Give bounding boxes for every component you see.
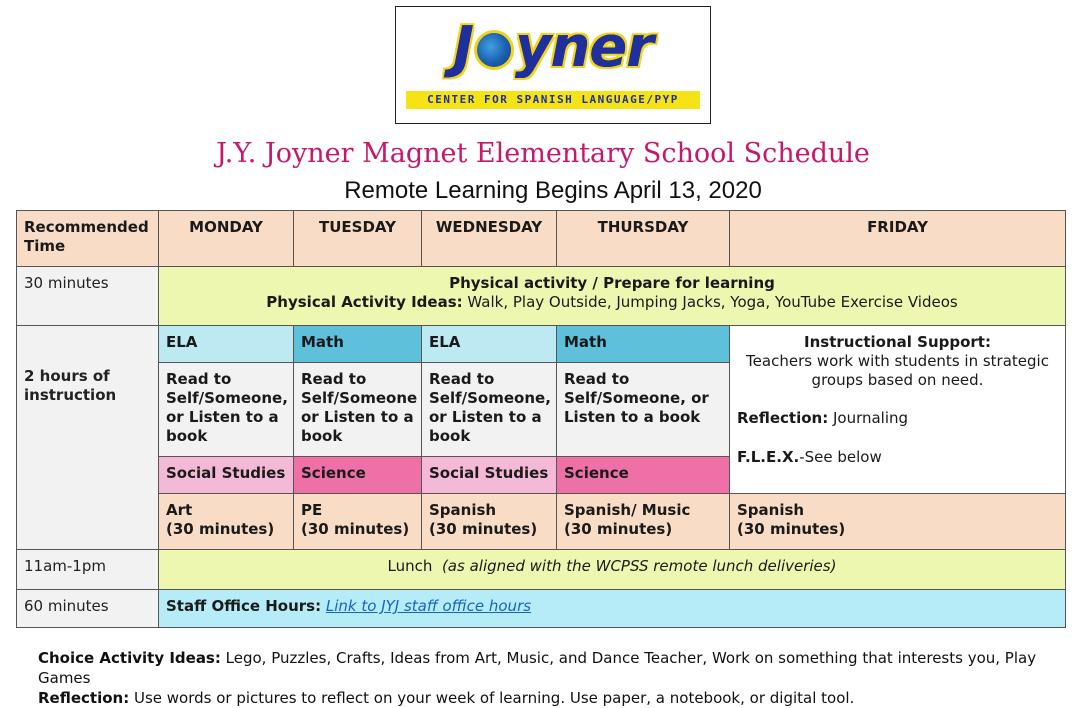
school-logo (395, 6, 711, 124)
globe-icon (474, 30, 514, 70)
reading-cell: Read to Self/Someone, or Listen to a book (159, 363, 294, 457)
page-subtitle: Remote Learning Begins April 13, 2020 (344, 177, 762, 204)
header-tuesday: TUESDAY (294, 211, 422, 267)
logo-letter-j: J (453, 15, 473, 80)
reflection-line: Reflection: Journaling (737, 409, 909, 427)
header-wednesday: WEDNESDAY (422, 211, 557, 267)
subject-row-1 (17, 326, 1066, 363)
logo-wordmark (396, 15, 710, 80)
subject-ela: ELA (159, 326, 294, 363)
time-cell: 60 minutes (17, 590, 159, 628)
choice-activity-line: Choice Activity Ideas: Lego, Puzzles, Crafts, Ideas from Art, Music, and Dance Teacher, Work on something that interests you, Play Games (38, 649, 1037, 687)
physical-activity-row (17, 267, 1066, 326)
header-thursday: THURSDAY (557, 211, 730, 267)
subject-science: Science (294, 457, 422, 494)
flex-line: F.L.E.X.-See below (737, 448, 882, 466)
reading-cell: Read to Self/Someone, or Listen to a book (422, 363, 557, 457)
office-hours-link[interactable]: Link to JYJ staff office hours (325, 597, 532, 615)
physical-activity-title: Physical activity / Prepare for learning (449, 274, 775, 292)
subject-ela: ELA (422, 326, 557, 363)
logo-banner: CENTER FOR SPANISH LANGUAGE/PYP (406, 91, 700, 109)
special-pe: PE (30 minutes) (294, 494, 422, 550)
specials-row (17, 494, 1066, 550)
special-spanish: Spanish (30 minutes) (422, 494, 557, 550)
physical-activity-cell (159, 267, 1066, 326)
office-hours-row (17, 590, 1066, 628)
reading-cell: Read to Self/Someone or Listen to a book (294, 363, 422, 457)
subject-math: Math (557, 326, 730, 363)
logo-letters: yner (514, 15, 653, 80)
time-cell: 11am-1pm (17, 550, 159, 590)
physical-activity-ideas: Physical Activity Ideas: Walk, Play Outside, Jumping Jacks, Yoga, YouTube Exercise Videos (266, 293, 958, 311)
lunch-cell: Lunch (as aligned with the WCPSS remote lunch deliveries) (159, 550, 1066, 590)
support-text: Teachers work with students in strategic groups based on need. (746, 352, 1049, 389)
schedule-table (16, 210, 1066, 628)
header-friday: FRIDAY (730, 211, 1066, 267)
office-hours-cell: Staff Office Hours: Link to JYJ staff office hours (159, 590, 1066, 628)
special-art: Art (30 minutes) (159, 494, 294, 550)
header-time: Recommended Time (17, 211, 159, 267)
subject-social-studies: Social Studies (159, 457, 294, 494)
special-spanish-music: Spanish/ Music (30 minutes) (557, 494, 730, 550)
time-cell: 30 minutes (17, 267, 159, 326)
subject-math: Math (294, 326, 422, 363)
reading-cell: Read to Self/Someone, or Listen to a book (557, 363, 730, 457)
page-title: J.Y. Joyner Magnet Elementary School Schedule (216, 138, 870, 169)
header-row (17, 211, 1066, 267)
footer-notes (38, 648, 1086, 708)
time-cell: 2 hours of instruction (17, 326, 159, 550)
support-label: Instructional Support: (804, 333, 991, 351)
friday-support-cell (730, 326, 1066, 494)
reflection-footer-line: Reflection: Use words or pictures to reflect on your week of learning. Use paper, a notebook, or digital tool. (38, 689, 855, 707)
header-monday: MONDAY (159, 211, 294, 267)
subject-social-studies: Social Studies (422, 457, 557, 494)
lunch-row (17, 550, 1066, 590)
special-spanish: Spanish (30 minutes) (730, 494, 1066, 550)
subject-science: Science (557, 457, 730, 494)
